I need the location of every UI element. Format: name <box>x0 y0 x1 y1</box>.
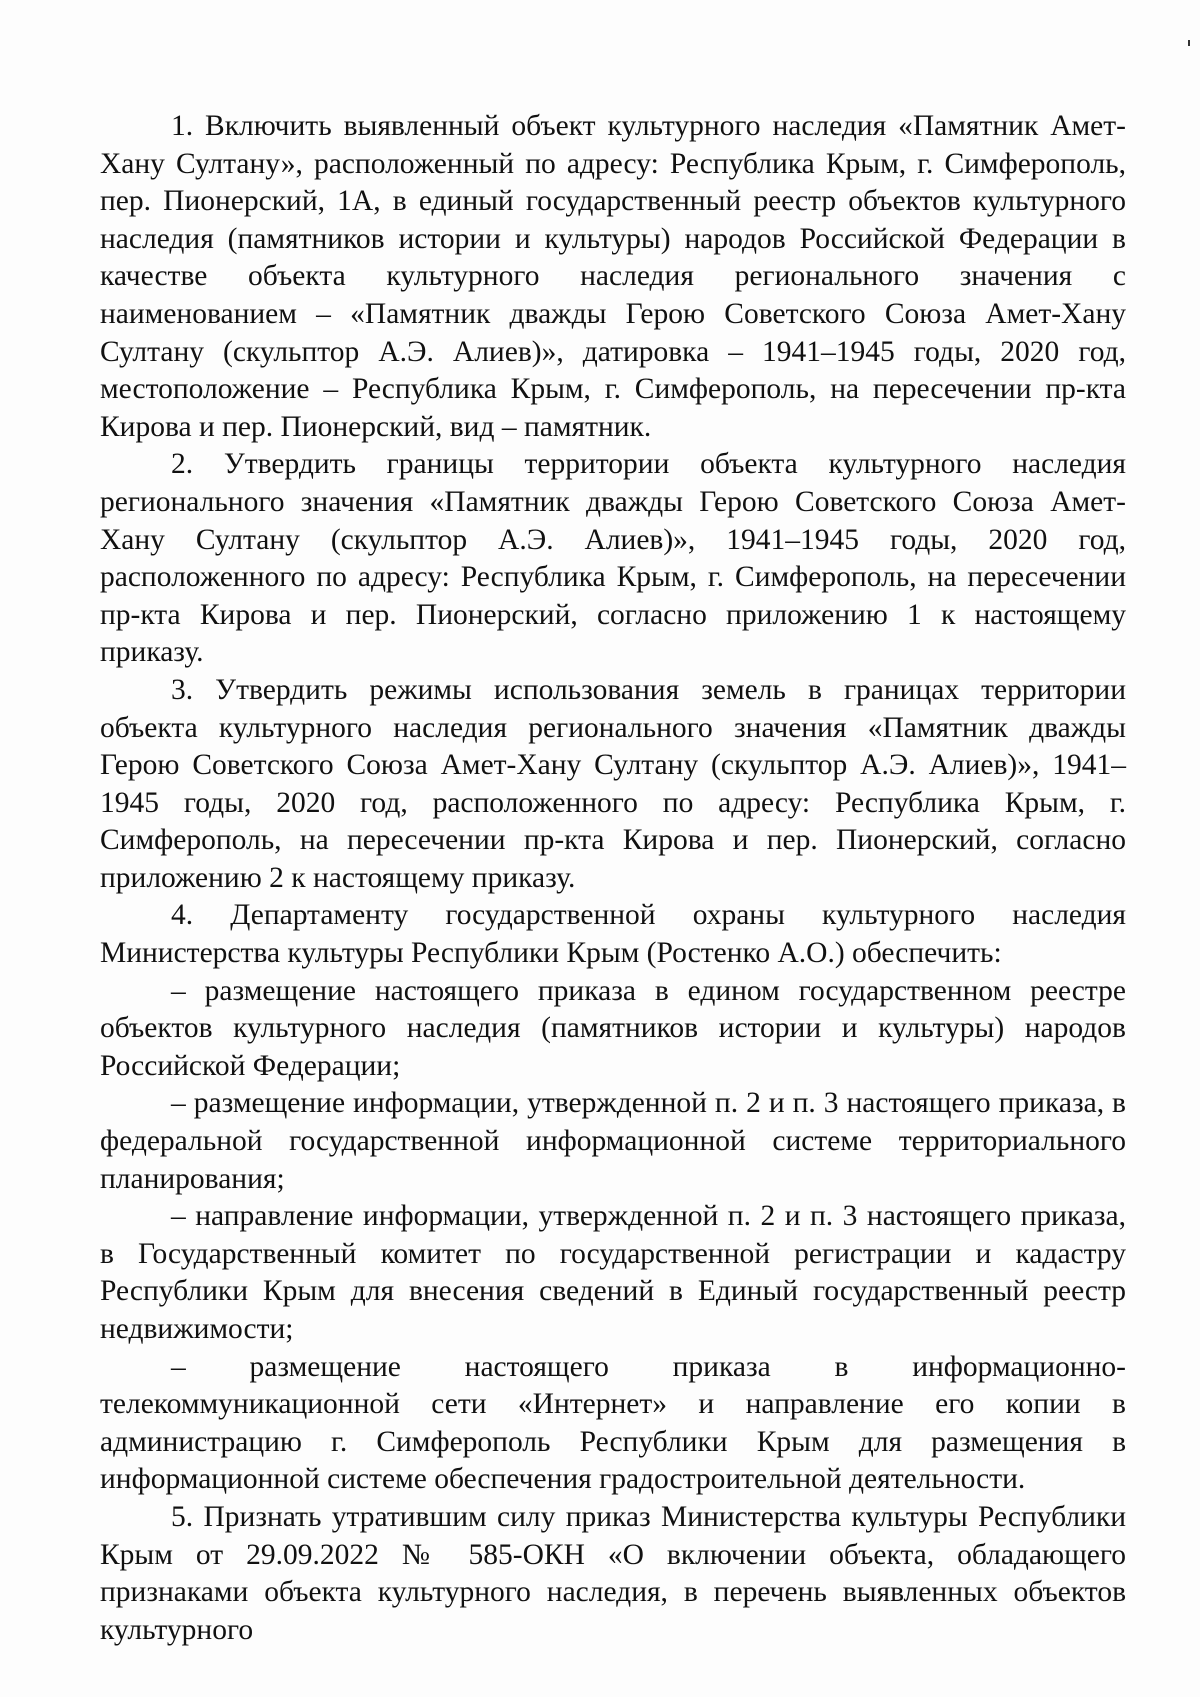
paragraph-item-4: 4. Департаменту государственной охраны культурного наследия Министерства культуры Республики Крым (Ростенко А.О.) обеспечить: <box>100 899 1126 970</box>
paragraph-bullet-1: – размещение настоящего приказа в едином государственном реестре объектов культурного наследия (памятников истории и культуры) народов Российской Федерации; <box>100 974 1126 1082</box>
paragraph-item-2: 2. Утвердить границы территории объекта культурного наследия регионального значения «Памятник дважды Герою Советского Союза Амет-Хану Султану (скульптор А.Э. Алиев)», 1941–1945 годы, 2020 год, расположенного по адресу: Республика Крым, г. Симферополь, на пересечении пр-кта Кирова и пер. Пионерский, согласно приложению 1 к настоящему приказу. <box>100 448 1126 669</box>
document-body <box>100 108 1126 1649</box>
paragraph-item-3: 3. Утвердить режимы использования земель в границах территории объекта культурного наследия регионального значения «Памятник дважды Герою Советского Союза Амет-Хану Султану (скульптор А.Э. Алиев)», 1941–1945 годы, 2020 год, расположенного по адресу: Республика Крым, г. Симферополь, на пересечении пр-кта Кирова и пер. Пионерский, согласно приложению 2 к настоящему приказу. <box>100 673 1126 894</box>
scan-mark <box>1188 40 1190 46</box>
paragraph-bullet-2: – размещение информации, утвержденной п. 2 и п. 3 настоящего приказа, в федеральной государственной информационной системе территориального планирования; <box>100 1087 1126 1195</box>
paragraph-bullet-3: – направление информации, утвержденной п. 2 и п. 3 настоящего приказа, в Государственный комитет по государственной регистрации и кадастру Республики Крым для внесения сведений в Единый государственный реестр недвижимости; <box>100 1200 1126 1345</box>
paragraph-item-1: 1. Включить выявленный объект культурного наследия «Памятник Амет-Хану Султану», расположенный по адресу: Республика Крым, г. Симферополь, пер. Пионерский, 1А, в единый государственный реестр объектов культурного наследия (памятников истории и культуры) народов Российской Федерации в качестве объекта культурного наследия регионального значения с наименованием – «Памятник дважды Герою Советского Союза Амет-Хану Султану (скульптор А.Э. Алиев)», датировка – 1941–1945 годы, 2020 год, местоположение – Республика Крым, г. Симферополь, на пересечении пр-кта Кирова и пер. Пионерский, вид – памятник. <box>100 110 1126 443</box>
paragraph-item-5: 5. Признать утратившим силу приказ Министерства культуры Республики Крым от 29.09.2022 № 585-ОКН «О включении объекта, обладающего признаками объекта культурного наследия, в перечень выявленных объектов культурного <box>100 1500 1126 1646</box>
paragraph-bullet-4: – размещение настоящего приказа в информационно-телекоммуникационной сети «Интернет» и направление его копии в администрацию г. Симферополь Республики Крым для размещения в информационной системе обеспечения градостроительной деятельности. <box>100 1350 1126 1496</box>
